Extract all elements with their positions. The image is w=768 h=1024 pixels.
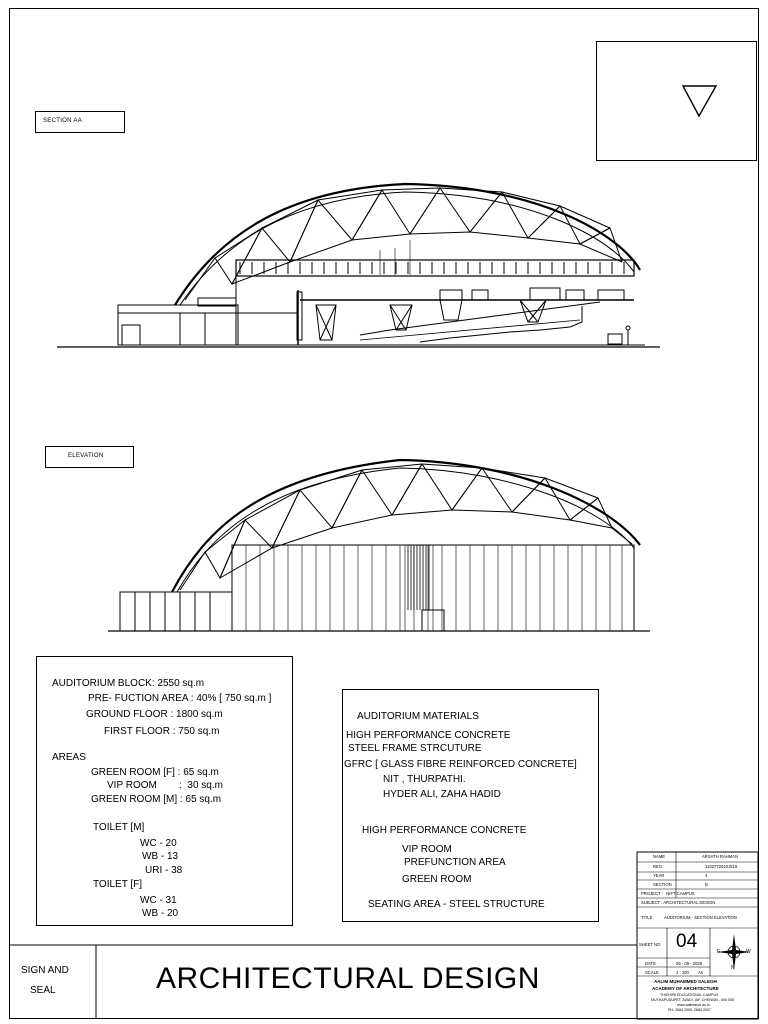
tb-subject: SUBJECT : ARCHITECTURAL DESIGN [641,900,716,905]
main-title: ARCHITECTURAL DESIGN [156,962,540,995]
toilet-m: TOILET [M] [93,822,145,833]
materials-title: AUDITORIUM MATERIALS [357,711,479,722]
section-label: SECTION AA [43,118,83,124]
tb-scale-label: SCALE [645,970,659,975]
tb-scale-value: 1 : 100 [676,970,689,975]
wb-m: WB - 13 [142,851,179,862]
use-green-room: GREEN ROOM [402,874,472,885]
sign-label-2: SEAL [30,985,56,996]
green-room-f: GREEN ROOM [F] : 65 sq.m [91,767,219,778]
tb-year-value: 4 [705,873,708,878]
toilet-f: TOILET [F] [93,879,143,890]
reference-1: NIT , THURPATHI. [383,774,466,785]
compass-w: W [746,949,751,955]
area-schedule-box [36,656,293,926]
use-vip: VIP ROOM [402,844,452,855]
compass-n: N [731,965,735,971]
tb-scale-unit: As [698,970,703,975]
section-drawing [57,184,660,347]
use-prefunction: PREFUNCTION AREA [404,857,506,868]
tb-date-label: DATE [645,961,656,966]
college-address-3: www.aalimarch.ac.in [677,1003,710,1007]
material-hpc: HIGH PERFORMANCE CONCRETE [346,730,511,741]
tb-date-value: 26 - 09 - 2020 [676,961,703,966]
tb-section-label: SECTION [653,882,672,887]
material-gfrc: GFRC [ GLASS FIBRE REINFORCED CONCRETE] [344,759,577,770]
college-address-2: MUTHAPUDUPET, AVADI, IAF, CHENNAI - 600 055 [651,998,735,1002]
reference-2: HYDER ALI, ZAHA HADID [383,789,501,800]
material-steel: STEEL FRAME STRCUTURE [348,743,482,754]
wc-m: WC - 20 [140,838,177,849]
tb-name-label: NAME [653,854,666,859]
areas-heading: AREAS [52,752,86,763]
green-room-m: GREEN ROOM [M] : 65 sq.m [91,794,222,805]
first-floor-area: FIRST FLOOR : 750 sq.m [104,726,220,737]
wb-f: WB - 20 [142,908,179,919]
tb-name-value: ARSATH RAHMAN [702,854,738,859]
tb-title-label: TITLE [641,915,653,920]
tb-reg-label: REG [653,864,663,869]
ground-floor-area: GROUND FLOOR : 1800 sq.m [86,709,223,720]
tb-section-value: B [705,882,708,887]
tb-title-value: AUDITORIUM - SECTION ELEVATION [664,915,737,920]
college-name: AALIM MUHAMMED SALEGH [654,979,717,984]
wc-f: WC - 31 [140,895,177,906]
college-name-2: ACADEMY OF ARCHITECTURE [652,986,719,991]
tb-sheet-label: SHEET NO [639,942,661,947]
compass-icon [712,930,756,974]
college-address-4: PH: 2684 2095, 2684 2057 [668,1008,711,1012]
north-triangle-icon [683,86,716,116]
uri-m: URI - 38 [145,865,183,876]
elevation-drawing [108,460,650,631]
materials-box [342,689,599,922]
vip-room: VIP ROOM : 30 sq.m [107,780,223,791]
elevation-label: ELEVATION [68,453,104,459]
block-area: AUDITORIUM BLOCK: 2550 sq.m [52,678,205,689]
prefunction-area: PRE- FUCTION AREA : 40% [ 750 sq.m ] [88,693,272,704]
material-hpc-2: HIGH PERFORMANCE CONCRETE [362,825,527,836]
tb-year-label: YEAR [653,873,665,878]
tb-sheet-no: 04 [676,931,698,952]
college-address-1: THIZHIPA EDUCATIONAL CAMPUS [660,993,719,997]
tb-project: PROJECT : NIFT CAMPUS [641,891,695,896]
tb-reg-value: 11027720101516 [705,864,738,869]
sign-label-1: SIGN AND [21,965,69,976]
seating-material: SEATING AREA - STEEL STRUCTURE [368,899,545,910]
compass-e: E [717,949,721,955]
